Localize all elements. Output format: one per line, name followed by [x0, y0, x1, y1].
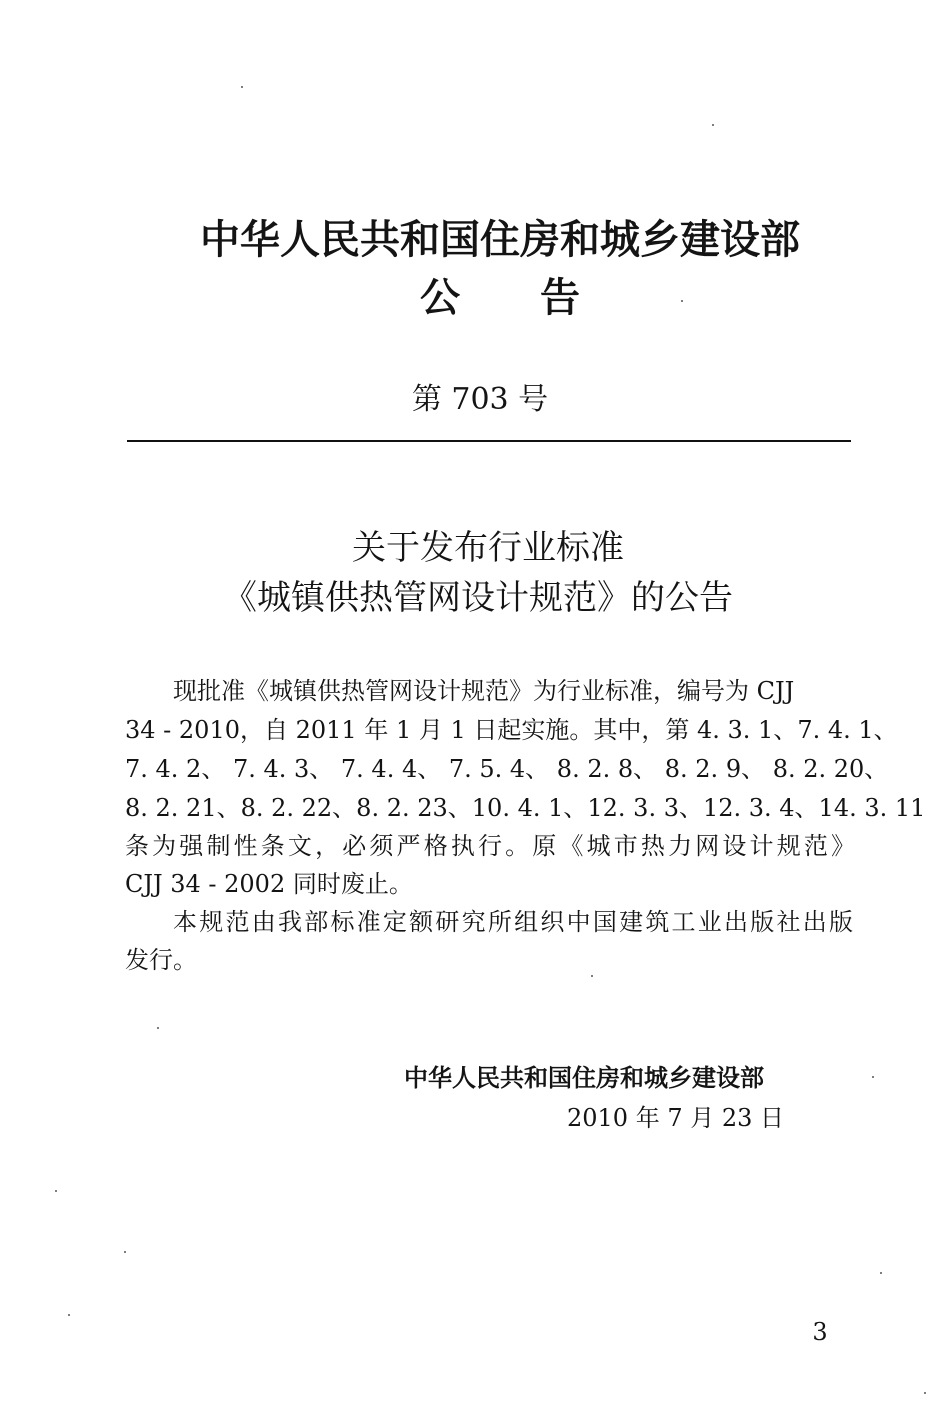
subtitle-line-2: 《城镇供热管网设计规范》的公告 — [223, 578, 733, 618]
scan-speck — [880, 1272, 882, 1274]
paragraph-1-line-1: 现批准《城镇供热管网设计规范》为行业标准，编号为 CJJ — [173, 677, 795, 705]
paragraph-2-line-1: 本规范由我部标准定额研究所组织中国建筑工业出版社出版 — [173, 908, 853, 936]
scan-speck — [872, 1076, 874, 1078]
scan-speck — [68, 1314, 70, 1316]
paragraph-2-line-2: 发行。 — [125, 946, 197, 974]
paragraph-1-line-4: 8. 2. 21、8. 2. 22、8. 2. 23、10. 4. 1、12. 3. 3、12. 3. 4、14. 3. 11 — [125, 794, 926, 822]
scan-speck — [681, 300, 683, 302]
paragraph-1-line-2: 34 - 2010，自 2011 年 1 月 1 日起实施。其中，第 4. 3. 1、7. 4. 1、 — [125, 716, 898, 744]
paragraph-1-line-3: 7. 4. 2、 7. 4. 3、 7. 4. 4、 7. 5. 4、 8. 2. 8、 8. 2. 9、 8. 2. 20、 — [125, 755, 889, 783]
notice-number: 第 703 号 — [411, 382, 549, 417]
scan-speck — [591, 975, 593, 977]
ministry-title: 中华人民共和国住房和城乡建设部 — [200, 217, 800, 263]
paragraph-1-line-6: CJJ 34 - 2002 同时废止。 — [125, 870, 413, 898]
signature-date: 2010 年 7 月 23 日 — [567, 1104, 785, 1132]
page-number: 3 — [812, 1318, 828, 1346]
scan-speck — [241, 86, 243, 88]
subtitle-line-1: 关于发布行业标准 — [352, 528, 624, 568]
signature-organization: 中华人民共和国住房和城乡建设部 — [404, 1064, 764, 1092]
notice-title: 公告 — [420, 275, 660, 321]
scan-speck — [712, 124, 714, 126]
scan-speck — [124, 1251, 126, 1253]
header-divider — [127, 440, 851, 442]
scan-speck — [157, 1027, 159, 1029]
scan-speck — [55, 1190, 57, 1192]
paragraph-1-line-5: 条为强制性条文，必须严格执行。原《城市热力网设计规范》 — [125, 832, 855, 860]
scan-speck — [924, 1392, 926, 1394]
